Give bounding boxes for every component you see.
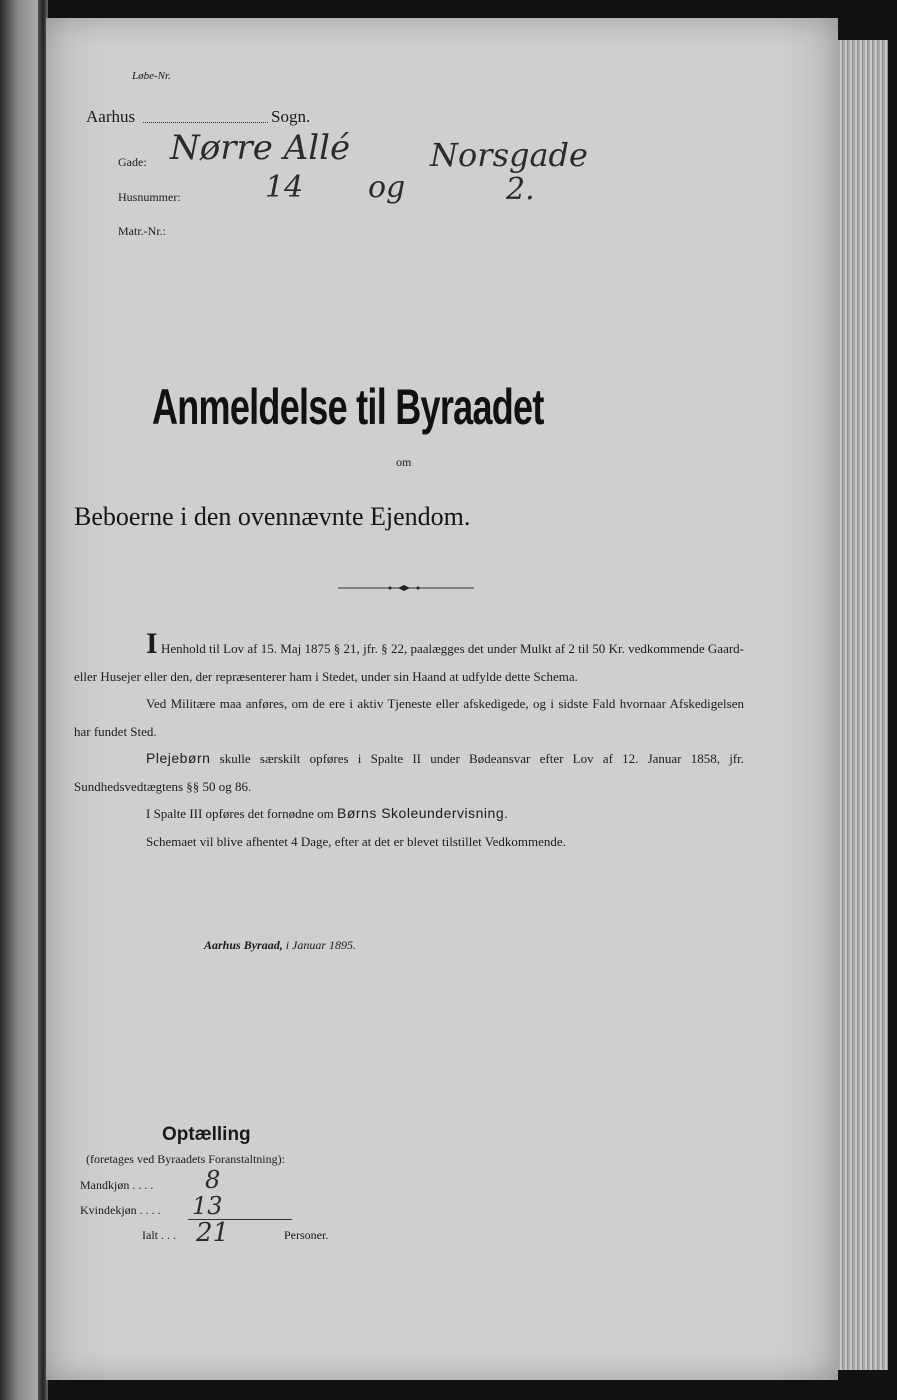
paragraph-5: Schemaet vil blive afhentet 4 Dage, efter at det er blevet tilstillet Vedkommende.	[146, 833, 566, 849]
paragraph-4-lead: I Spalte III opføres det fornødne om	[146, 806, 334, 821]
paragraph-3-text: skulle særskilt opføres i Spalte II under Bødeansvar efter Lov af 12. Januar 1858, jfr. Sundhedsvedtægtens §§ 50 og 86.	[74, 751, 744, 794]
document-title: Anmeldelse til Byraadet	[152, 379, 544, 435]
paragraph-1	[74, 627, 745, 690]
paragraph-3-lead: Plejebørn	[146, 750, 211, 766]
female-value: 13	[192, 1192, 223, 1220]
paragraph-4	[74, 800, 744, 828]
signature-date: i Januar 1895.	[285, 938, 357, 952]
street-handwritten-1: Nørre Allé	[170, 128, 351, 168]
count-heading: Optælling	[162, 1124, 251, 1145]
matr-nr-label: Matr.-Nr.:	[118, 224, 166, 238]
title-om: om	[396, 455, 412, 469]
persons-label: Personer.	[284, 1228, 329, 1242]
house-number-value-2: 2.	[506, 172, 535, 207]
paragraph-3	[74, 745, 744, 800]
male-label: Mandkjøn . . . .	[80, 1178, 154, 1192]
male-value: 8	[205, 1166, 221, 1194]
drop-initial: I	[146, 627, 158, 660]
street-handwritten-2: Norsgade	[430, 136, 588, 174]
paragraph-1-text: Henhold til Lov af 15. Maj 1875 § 21, jfr. § 22, paalægges det under Mulkt af 2 til 50 Kr. vedkommende Gaard- eller Husejer eller den, der repræsenterer ham i Stedet, under sin Haand at udfylde dette Schema.	[74, 641, 745, 684]
parish-city: Aarhus	[86, 107, 136, 126]
house-number-value-1: 14	[265, 170, 304, 205]
total-value: 21	[196, 1218, 230, 1248]
count-subheading: (foretages ved Byraadets Foranstaltning):	[86, 1152, 285, 1166]
total-label: Ialt . . .	[142, 1228, 176, 1242]
female-label: Kvindekjøn . . . .	[80, 1203, 161, 1217]
street-label: Gade:	[118, 155, 147, 169]
house-number-label: Husnummer:	[118, 190, 181, 204]
ornament-rule	[338, 582, 474, 594]
signature-org: Aarhus Byraad,	[204, 938, 283, 952]
page-edges-stack	[838, 40, 888, 1370]
instructions-body	[74, 627, 745, 855]
signature-line	[204, 938, 356, 953]
parish-dotline	[143, 122, 268, 123]
lobe-nr-label: Løbe-Nr.	[132, 70, 171, 82]
house-number-conj: og	[368, 170, 406, 205]
document-subtitle: Beboerne i den ovennævnte Ejendom.	[74, 502, 471, 531]
parish-suffix: Sogn.	[271, 107, 311, 126]
paragraph-2: Ved Militære maa anføres, om de ere i aktiv Tjeneste eller afskedigede, og i sidste Fald hvornaar Afskedigelsen har fundet Sted.	[74, 696, 744, 739]
paragraph-4-emph: Børns Skoleundervisning.	[336, 805, 509, 821]
background-edge	[888, 0, 897, 1400]
